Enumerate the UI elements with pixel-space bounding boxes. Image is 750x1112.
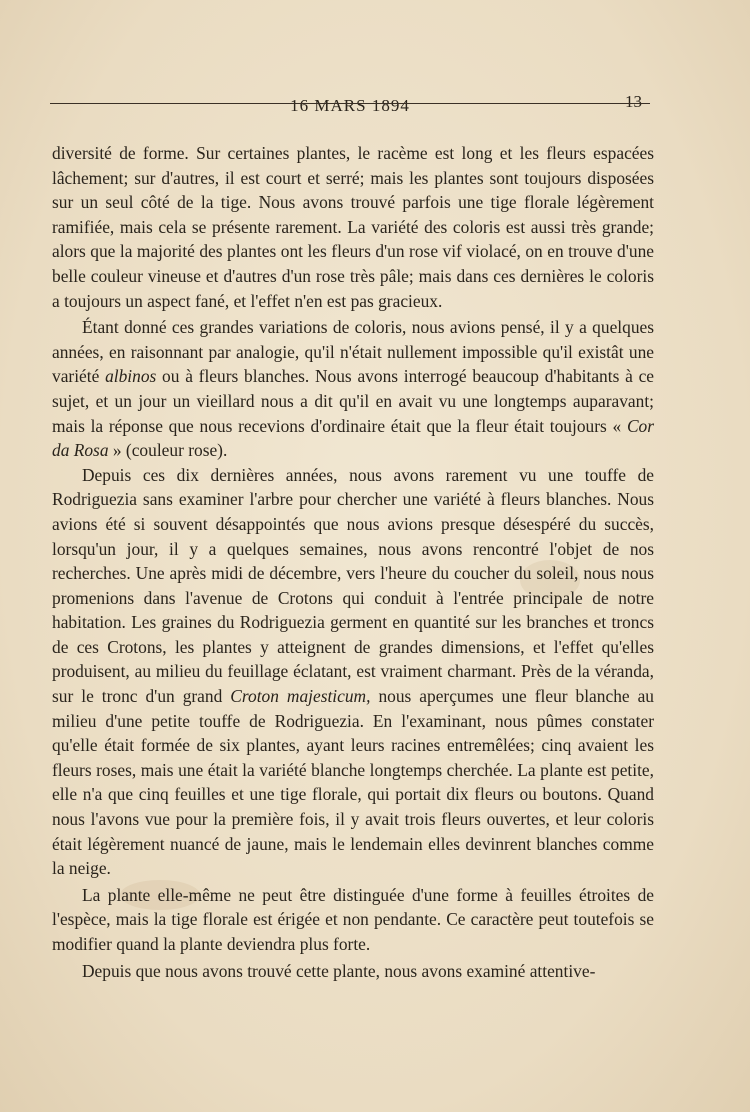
- italic-text: Cor da Rosa: [52, 415, 654, 461]
- paragraph: [52, 883, 654, 957]
- italic-text: albinos: [105, 366, 157, 387]
- paragraph: [52, 141, 654, 313]
- text-run: Étant donné ces grandes variations de coloris, nous avions pensé, il y a quelques années, en raisonnant par analogie, qu'il n'était nullement impossible qu'il existât une variété: [52, 317, 654, 387]
- text-run: » (couleur rose).: [108, 440, 228, 461]
- body-text: [52, 141, 654, 983]
- header-rule: [50, 103, 650, 104]
- text-run: Depuis ces dix dernières années, nous avons rarement vu une touffe de Rodriguezia sans examiner l'arbre pour chercher une variété à fleurs blanches. Nous avions été si souvent désappointés que nous avions presque désespéré du succès, lorsqu'un jour, il y a quelques semaines, nous avons rencontré l'objet de nos recherches. Une après midi de décembre, vers l'heure du coucher du soleil, nous nous promenions dans l'avenue de Crotons qui conduit à l'entrée principale de notre habitation. Les graines du Rodriguezia germent en quantité sur les branches et troncs de ces Crotons, les plantes y atteignent de grandes dimensions, et l'effet qu'elles produisent, au milieu du feuillage éclatant, est vraiment charmant. Près de la véranda, sur le tronc d'un grand: [52, 464, 654, 707]
- text-run: diversité de forme. Sur certaines plantes, le racème est long et les fleurs espacées lâchement; sur d'autres, il est court et serré; mais les plantes sont toujours disposées sur un seul côté de la tige. Nous avons trouvé parfois une tige florale légèrement ramifiée, mais cela se présente rarement. La variété des coloris est aussi très grande; alors que la majorité des plantes ont les fleurs d'un rose vif violacé, on en trouve d'une belle couleur vineuse et d'autres d'un rose très pâle; mais dans ces dernières le coloris a toujours un aspect fané, et l'effet n'en est pas gracieux.: [52, 143, 654, 311]
- paragraph: [52, 315, 654, 463]
- running-head: 16 MARS 1894: [290, 96, 410, 115]
- paragraph: [52, 959, 654, 984]
- paragraph: [52, 463, 654, 881]
- text-run: La plante elle-même ne peut être distinguée d'une forme à feuilles étroites de l'espèce, mais la tige florale est érigée et non pendante. Ce caractère peut toutefois se modifier quand la plante deviendra plus forte.: [52, 884, 654, 954]
- text-run: ou à fleurs blanches. Nous avons interrogé beaucoup d'habitants à ce sujet, et un jour un vieillard nous a dit qu'il en avait vu une longtemps auparavant; mais la réponse que nous recevions d'ordinaire était que la fleur était toujours «: [52, 366, 655, 436]
- text-run: nous aperçumes une fleur blanche au milieu d'une petite touffe de Rodriguezia. En l'examinant, nous pûmes constater qu'elle était formée de six plantes, ayant leurs racines entremêlées; cinq avaient les fleurs roses, mais une était la variété blanche longtemps cherchée. La plante est petite, elle n'a que cinq feuilles et une tige florale, qui portait dix fleurs ou boutons. Quand nous l'avons vue pour la première fois, il y avait trois fleurs ouvertes, et leur coloris était légèrement nuancé de jaune, mais le lendemain elles devinrent blanches comme la neige.: [52, 686, 655, 879]
- text-run: Depuis que nous avons trouvé cette plante, nous avons examiné attentive-: [82, 960, 596, 981]
- italic-text: Croton majesticum,: [230, 686, 371, 707]
- page-number: 13: [625, 92, 642, 111]
